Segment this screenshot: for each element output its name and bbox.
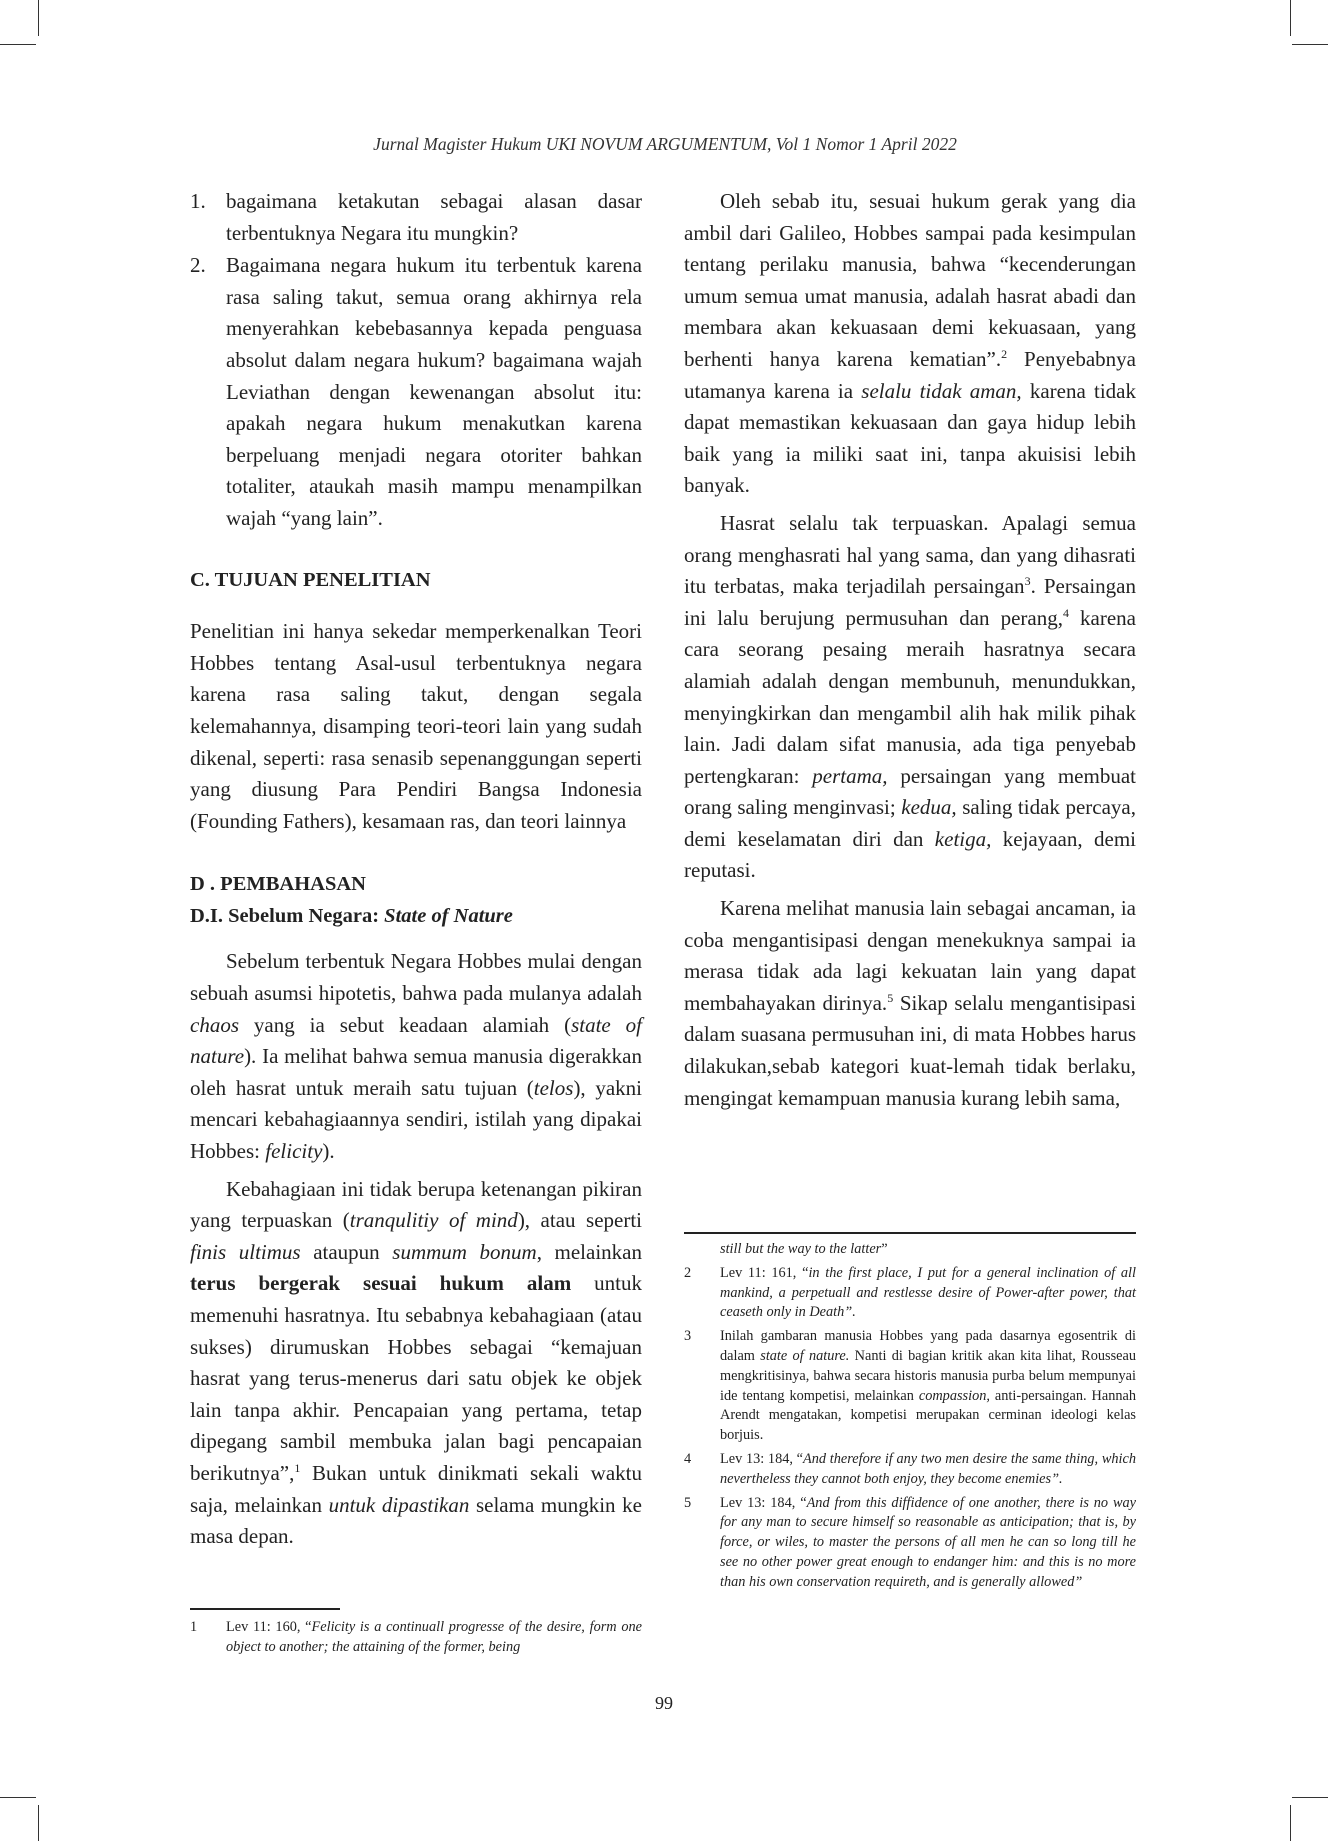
- italic-quote: in the first place, I put for a general inclination of all mankind, a perpetuall and restlesse desire of Power-after power, that ceaseth only in Death”.: [720, 1264, 1136, 1321]
- subsection-heading: [190, 901, 642, 933]
- crop-mark: [38, 1805, 39, 1841]
- text-run: Inilah gambaran manusia Hobbes yang pada dasarnya egosentrik di dalam: [720, 1328, 1136, 1364]
- italic-quote: still but the way to the latter: [720, 1241, 882, 1257]
- list-number: 1.: [190, 189, 206, 213]
- section-c-paragraph: Penelitian ini hanya sekedar memperkenalkan Teori Hobbes tentang Asal-usul terbentuknya negara karena rasa saling takut, dengan segala kelemahannya, disamping teori-teori lain yang sudah dikenal, seperti: rasa senasib sepenanggungan seperti yang diusung Para Pendiri Bangsa Indonesia (Founding Fathers), kesamaan ras, dan teori lainnya: [190, 619, 642, 833]
- footnote-number: 1: [190, 1619, 198, 1635]
- text-run: Penyebabnya utamanya karena ia: [684, 346, 1137, 403]
- list-number: 2.: [190, 253, 206, 278]
- footnotes-right: [684, 1240, 1136, 1597]
- body-paragraph: [684, 186, 1136, 502]
- list-item-text: Bagaimana negara hukum itu terbentuk karena rasa saling takut, semua orang akhirnya rela menyerahkan kebebasannya kepada penguasa absolut dalam negara hukum? bagaimana wajah Leviathan dengan kewenangan absolut itu: apakah negara hukum menakutkan karena berpeluang menjadi negara otoriter bahkan totaliter, ataukah masih mampu menampilkan wajah “yang lain”.: [226, 253, 642, 530]
- footnote-rule: [684, 1232, 1136, 1234]
- page-number: 99: [655, 1693, 673, 1713]
- text-run: Lev 11: 161, “: [720, 1264, 809, 1281]
- text-run: karena tidak dapat memastikan kekuasaan dan gaya hidup lebih baik yang ia miliki saat ini, tanpa akuisisi lebih banyak.: [684, 378, 1136, 498]
- text-run: kejayaan, demi reputasi.: [684, 826, 1136, 883]
- body-paragraph: [190, 946, 642, 1167]
- running-head: Jurnal Magister Hukum UKI NOVUM ARGUMENTUM, Vol 1 Nomor 1 April 2022: [373, 134, 957, 154]
- text-run: persaingan yang membuat orang saling menginvasi;: [684, 763, 1136, 820]
- text-run: saling tidak percaya, demi keselamatan diri dan: [684, 795, 1136, 851]
- text-run: Karena melihat manusia lain sebagai ancaman, ia coba mengantisipasi dengan menekuknya sampai ia merasa tidak ada lagi kekuatan lain yang dapat membahayakan dirinya.: [684, 896, 1136, 1015]
- footnote: [684, 1494, 1136, 1593]
- text-run: anti-persaingan. Hannah Arendt mengatakan, kompetisi merupakan cerminan ideologi kelas borjuis.: [720, 1387, 1137, 1444]
- crop-mark: [0, 1797, 36, 1798]
- text-run: yang ia sebut keadaan alamiah (: [239, 1012, 572, 1037]
- text-run: Kebahagiaan ini tidak berupa ketenangan pikiran yang terpuaskan (: [190, 1176, 642, 1233]
- subsection-prefix: D.I. Sebelum Negara:: [190, 904, 385, 927]
- footnote-ref[interactable]: 2: [1001, 346, 1008, 361]
- text-run: . Persaingan ini lalu berujung permusuhan dan perang,: [684, 574, 1136, 630]
- text-run: untuk memenuhi hasratnya. Itu sebabnya kebahagiaan (atau sukses) dirumuskan Hobbes sebagai “kemajuan hasrat yang terus-menerus dari satu objek ke objek lain tanpa akhir. Pencapaian yang pertama, tetap dipegang sambil membuka jalan bagi pencapaian berikutnya”,: [190, 1271, 642, 1485]
- crop-mark: [0, 44, 36, 45]
- crop-mark: [1290, 0, 1291, 36]
- text-run: selama mungkin ke masa depan.: [190, 1492, 642, 1549]
- bold-term: terus bergerak sesuai hukum alam: [190, 1271, 572, 1296]
- text-run: ), atau seperti: [517, 1208, 643, 1233]
- text-run: ataupun: [300, 1239, 393, 1264]
- footnote-number: 3: [684, 1328, 692, 1345]
- italic-term: state of nature.: [760, 1347, 850, 1364]
- italic-quote: Felicity is a continuall progresse of the desire, form one object to another; the attaining of the former, being: [226, 1619, 642, 1655]
- italic-term: tranqulitiy of mind: [349, 1208, 518, 1233]
- text-run: Sebelum terbentuk Negara Hobbes mulai dengan sebuah asumsi hipotetis, bahwa pada mulanya adalah: [190, 949, 642, 1006]
- crop-mark: [1292, 44, 1328, 45]
- italic-quote: And therefore if any two men desire the same thing, which nevertheless they cannot both enjoy, they become enemies”.: [720, 1450, 1136, 1487]
- footnote-number: 4: [684, 1450, 692, 1467]
- text-run: ). Ia melihat bahwa semua manusia digerakkan oleh hasrat untuk meraih satu tujuan (: [190, 1044, 642, 1100]
- footnote-number: 5: [684, 1494, 692, 1511]
- body-paragraph: [190, 1174, 642, 1553]
- footnote: [684, 1327, 1136, 1446]
- footnote-rule: [190, 1608, 340, 1610]
- text-run: karena cara seorang pesaing meraih hasratnya secara alamiah adalah dengan membunuh, menundukkan, menyingkirkan dan mengambil alih hak milik pihak lain. Jadi dalam sifat manusia, ada tiga penyebab pertengkaran:: [684, 605, 1136, 788]
- footnote-ref[interactable]: 1: [294, 1460, 301, 1475]
- list-item: [190, 186, 642, 249]
- footnote-number: 2: [684, 1264, 692, 1281]
- italic-term: felicity: [265, 1139, 323, 1164]
- section-heading-d: D . PEMBAHASAN: [190, 873, 366, 896]
- footnote-continuation: [684, 1240, 1136, 1260]
- italic-term: summum bonum: [392, 1239, 537, 1264]
- crop-mark: [38, 0, 39, 36]
- footnote: [190, 1618, 642, 1658]
- body-paragraph: [684, 893, 1136, 1114]
- italic-quote: And from this diffidence of one another, there is no way for any man to secure himself so reasonable as anticipation; that is, by force, or wiles, to master the persons of all men he can so long till he see no other power great enough to endanger him: and this is no more than his own conservation requireth, and is generally allowed”: [720, 1494, 1136, 1590]
- italic-term: telos: [533, 1075, 574, 1100]
- italic-term: compassion,: [918, 1387, 990, 1404]
- text-run: Oleh sebab itu, sesuai hukum gerak yang dia ambil dari Galileo, Hobbes sampai pada kesimpulan tentang perilaku manusia, bahwa “kecenderungan umum semua umat manusia, adalah hasrat abadi dan membara akan kekuasaan demi kekuasaan, yang berhenti hanya karena kematian”.: [684, 189, 1136, 371]
- crop-mark: [1292, 1797, 1328, 1798]
- text-run: Lev 13: 184, “: [720, 1494, 807, 1511]
- italic-term: pertama,: [812, 763, 888, 788]
- italic-term: kedua,: [901, 795, 957, 820]
- footnote-ref[interactable]: 4: [1062, 605, 1069, 620]
- text-run: ), yakni mencari kebahagiaannya sendiri, istilah yang dipakai Hobbes:: [190, 1075, 643, 1164]
- list-item: [190, 250, 642, 534]
- text-run: ”: [881, 1241, 888, 1257]
- italic-term: chaos: [190, 1012, 239, 1037]
- left-column: [190, 186, 642, 1559]
- italic-term: finis ultimus: [190, 1239, 301, 1264]
- text-run: Nanti di bagian kritik akan kita lihat, Rousseau mengkritisinya, bahwa secara historis manusia purba belum mempunyai ide tentang kompetisi, melainkan: [720, 1347, 1136, 1404]
- italic-term: selalu tidak aman,: [861, 378, 1022, 403]
- list-item-text: bagaimana ketakutan sebagai alasan dasar terbentuknya Negara itu mungkin?: [226, 189, 642, 245]
- body-paragraph: [684, 508, 1136, 887]
- text-run: , melainkan: [536, 1239, 642, 1264]
- footnote-ref[interactable]: 5: [887, 990, 894, 1005]
- italic-term: state of nature: [190, 1012, 642, 1069]
- footnote: [684, 1264, 1136, 1323]
- italic-term: untuk dipastikan: [328, 1492, 470, 1517]
- footnote: [684, 1450, 1136, 1490]
- text-run: Lev 11: 160, “: [226, 1619, 312, 1635]
- crop-mark: [1290, 1805, 1291, 1841]
- subsection-italic: State of Nature: [384, 904, 513, 927]
- research-questions-list: [190, 186, 642, 535]
- text-run: Lev 13: 184, “: [720, 1450, 804, 1467]
- text-run: Bukan untuk dinikmati sekali waktu saja, melainkan: [190, 1460, 642, 1517]
- section-heading-c: C. TUJUAN PENELITIAN: [190, 568, 431, 591]
- text-run: ).: [322, 1139, 335, 1164]
- footnotes-left: [190, 1618, 642, 1662]
- right-column: [684, 186, 1136, 1120]
- text-run: Sikap selalu mengantisipasi dalam suasana permusuhan ini, di mata Hobbes harus dilakukan,sebab kategori kuat-lemah tidak berlaku, mengingat kemampuan manusia kurang lebih sama,: [684, 990, 1136, 1110]
- footnote-ref[interactable]: 3: [1024, 574, 1031, 589]
- italic-term: ketiga,: [934, 826, 992, 851]
- text-run: Hasrat selalu tak terpuaskan. Apalagi semua orang menghasrati hal yang sama, dan yang dihasrati itu terbatas, maka terjadilah persaingan: [684, 510, 1136, 599]
